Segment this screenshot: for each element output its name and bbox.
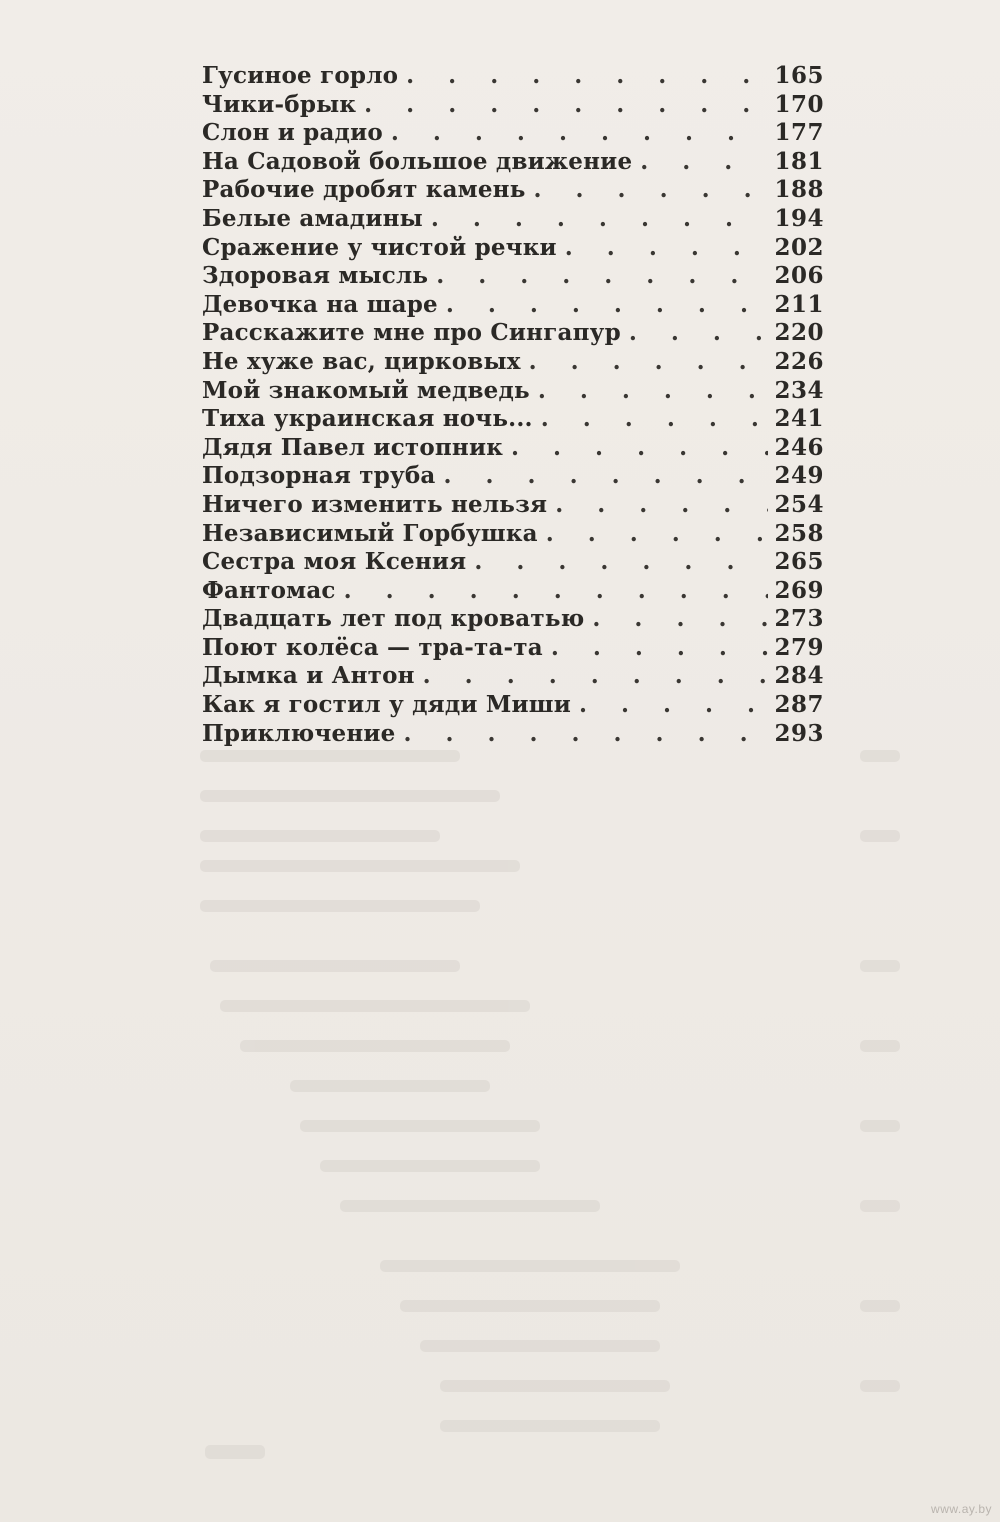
toc-entry-page: 279 bbox=[774, 633, 824, 661]
toc-leader-dots bbox=[436, 262, 768, 291]
toc-entry-page: 188 bbox=[774, 176, 824, 204]
toc-entry bbox=[202, 348, 824, 377]
toc-entry-title: Как я гостил у дяди Миши bbox=[202, 691, 571, 719]
toc-entry bbox=[202, 662, 824, 691]
toc-entry bbox=[202, 434, 824, 463]
toc-entry-page: 181 bbox=[774, 147, 824, 175]
toc-entry-page: 220 bbox=[774, 319, 824, 347]
toc-entry bbox=[202, 148, 824, 177]
toc-entry-page: 165 bbox=[774, 62, 824, 89]
site-watermark: www.ay.by bbox=[931, 1502, 992, 1516]
toc-leader-dots bbox=[640, 148, 768, 177]
toc-entry-page: 273 bbox=[774, 605, 824, 633]
toc-entry-page: 202 bbox=[774, 233, 824, 261]
toc-entry-title: Рабочие дробят камень bbox=[202, 176, 526, 204]
toc-entry bbox=[202, 491, 824, 520]
toc-entry-title: Чики-брык bbox=[202, 90, 357, 118]
toc-leader-dots bbox=[406, 62, 768, 91]
toc-leader-dots bbox=[538, 377, 768, 406]
toc-entry-page: 269 bbox=[774, 576, 824, 604]
toc-entry-title: Здоровая мысль bbox=[202, 262, 429, 290]
toc-entry-page: 241 bbox=[774, 405, 824, 433]
toc-entry bbox=[202, 634, 824, 663]
toc-entry-title: Дымка и Антон bbox=[202, 662, 415, 690]
toc-leader-dots bbox=[391, 119, 768, 148]
toc-entry-title: Дядя Павел истопник bbox=[202, 433, 504, 461]
toc-entry-page: 211 bbox=[774, 290, 824, 318]
toc-entry bbox=[202, 319, 824, 348]
toc-entry-title: Гусиное горло bbox=[202, 62, 399, 89]
toc-leader-dots bbox=[431, 205, 768, 234]
toc-entry-title: Подзорная труба bbox=[202, 462, 436, 490]
toc-entry-page: 254 bbox=[774, 490, 824, 518]
toc-entry-page: 293 bbox=[774, 719, 824, 747]
toc-leader-dots bbox=[551, 634, 768, 663]
toc-entry bbox=[202, 691, 824, 720]
toc-leader-dots bbox=[529, 348, 768, 377]
toc-entry bbox=[202, 405, 824, 434]
toc-entry bbox=[202, 62, 824, 91]
toc-leader-dots bbox=[546, 520, 768, 549]
toc-entry-page: 249 bbox=[774, 462, 824, 490]
toc-entry-page: 226 bbox=[774, 347, 824, 375]
toc-leader-dots bbox=[474, 548, 768, 577]
toc-entry bbox=[202, 176, 824, 205]
toc-entry bbox=[202, 462, 824, 491]
toc-entry-page: 170 bbox=[774, 90, 824, 118]
toc-entry-page: 287 bbox=[774, 691, 824, 719]
toc-leader-dots bbox=[579, 691, 768, 720]
toc-entry-page: 177 bbox=[774, 119, 824, 147]
toc-leader-dots bbox=[555, 491, 768, 520]
toc-leader-dots bbox=[364, 91, 768, 120]
toc-entry-title: Двадцать лет под кроватью bbox=[202, 605, 585, 633]
toc-entry bbox=[202, 291, 824, 320]
toc-entry-page: 258 bbox=[774, 519, 824, 547]
toc-entry bbox=[202, 605, 824, 634]
toc-entry-page: 265 bbox=[774, 548, 824, 576]
toc-entry-title: Приключение bbox=[202, 719, 396, 747]
toc-leader-dots bbox=[403, 720, 768, 749]
toc-leader-dots bbox=[592, 605, 768, 634]
toc-entry-page: 206 bbox=[774, 262, 824, 290]
toc-leader-dots bbox=[444, 462, 768, 491]
toc-entry bbox=[202, 234, 824, 263]
toc-entry bbox=[202, 548, 824, 577]
toc-leader-dots bbox=[565, 234, 768, 263]
toc-leader-dots bbox=[511, 434, 768, 463]
toc-entry-title: Девочка на шаре bbox=[202, 290, 438, 318]
toc-entry-title: Ничего изменить нельзя bbox=[202, 490, 548, 518]
toc-leader-dots bbox=[629, 319, 768, 348]
toc-entry-title: Тиха украинская ночь... bbox=[202, 405, 533, 433]
toc-entry bbox=[202, 91, 824, 120]
toc-entry bbox=[202, 577, 824, 606]
toc-entry-title: Сестра моя Ксения bbox=[202, 548, 467, 576]
toc-entry-title: Мой знакомый медведь bbox=[202, 376, 530, 404]
toc-entry bbox=[202, 262, 824, 291]
toc-entry-title: Слон и радио bbox=[202, 119, 383, 147]
toc-entry bbox=[202, 520, 824, 549]
toc-entry-page: 194 bbox=[774, 204, 824, 232]
toc-entry-title: Сражение у чистой речки bbox=[202, 233, 557, 261]
toc-leader-dots bbox=[534, 176, 768, 205]
toc-entry-title: Независимый Горбушка bbox=[202, 519, 538, 547]
toc-entry-title: Поют колёса — тра-та-та bbox=[202, 633, 543, 661]
toc-entry bbox=[202, 377, 824, 406]
toc-entry-page: 246 bbox=[774, 433, 824, 461]
toc-entry-page: 284 bbox=[774, 662, 824, 690]
toc-entry-title: Фантомас bbox=[202, 576, 336, 604]
toc-entry bbox=[202, 119, 824, 148]
toc-leader-dots bbox=[344, 577, 768, 606]
toc-entry-title: Белые амадины bbox=[202, 204, 423, 232]
toc-entry bbox=[202, 205, 824, 234]
toc-entry-title: Расскажите мне про Сингапур bbox=[202, 319, 621, 347]
toc-entry-page: 234 bbox=[774, 376, 824, 404]
toc-entry bbox=[202, 720, 824, 749]
toc-leader-dots bbox=[446, 291, 768, 320]
toc-entry-title: Не хуже вас, цирковых bbox=[202, 347, 521, 375]
table-of-contents bbox=[202, 62, 824, 748]
toc-leader-dots bbox=[423, 662, 768, 691]
toc-entry-title: На Садовой большое движение bbox=[202, 147, 633, 175]
toc-leader-dots bbox=[541, 405, 768, 434]
